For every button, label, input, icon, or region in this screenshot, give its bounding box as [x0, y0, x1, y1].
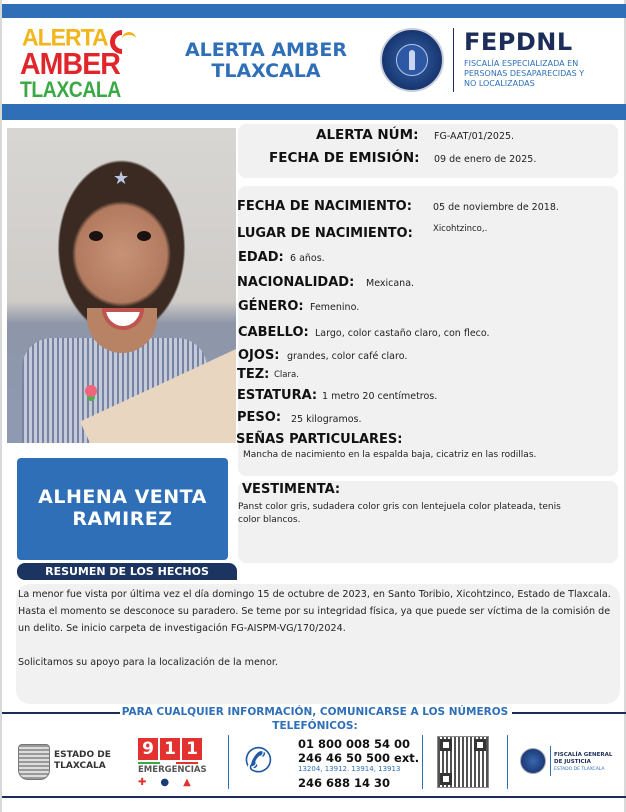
field-label-distinguishing-marks: SEÑAS PARTICULARES: — [236, 432, 403, 447]
summary-heading: RESUMEN DE LOS HECHOS — [17, 563, 237, 580]
field-value-hair: Largo, color castaño claro, con fleco. — [315, 328, 490, 339]
qr-code[interactable] — [437, 736, 489, 788]
field-label-birthplace: LUGAR DE NACIMIENTO: — [237, 226, 413, 241]
field-label-age: EDAD: — [238, 250, 284, 265]
field-value-weight: 25 kilogramos. — [291, 414, 362, 425]
footer-divider — [422, 735, 423, 789]
red-cross-icon: ✚ — [138, 777, 147, 788]
issue-date-value: 09 de enero de 2025. — [434, 154, 537, 165]
state-of-tlaxcala-label: ESTADO DE TLAXCALA — [54, 750, 111, 771]
rays-icon — [122, 32, 136, 46]
middle-blue-band — [2, 104, 626, 120]
field-value-birthdate: 05 de noviembre de 2018. — [433, 202, 559, 213]
fiscalia-general-label: FISCALÍA GENERAL DE JUSTICIA ESTADO DE TLAXCALA — [554, 752, 613, 772]
top-blue-band — [2, 4, 626, 18]
tlaxcala-coat-of-arms-icon — [18, 744, 50, 780]
phone-numbers — [298, 737, 419, 791]
justice-figure-icon — [409, 50, 415, 70]
alert-number-value: FG-AAT/01/2025. — [434, 131, 515, 142]
footer-rule-left — [2, 712, 120, 714]
agency-acronym: FEPDNL — [464, 28, 573, 56]
page-title — [152, 40, 380, 82]
field-value-age: 6 años. — [290, 253, 325, 264]
logo-line-tlaxcala: TLAXCALA — [20, 77, 121, 102]
agency-name: FISCALÍA ESPECIALIZADA EN PERSONAS DESAPARECIDAS Y NO LOCALIZADAS — [464, 59, 585, 88]
contact-heading: PARA CUALQUIER INFORMACIÓN, COMUNICARSE A LOS NÚMEROS TELEFÓNICOS: — [121, 706, 509, 732]
clothing-value-line-1: Panst color gris, sudadera color gris con lentejuela color plateada, tenis — [238, 502, 561, 512]
missing-person-name: ALHENA VENTA RAMIREZ — [17, 458, 228, 560]
footer-rule-right — [512, 712, 626, 714]
field-label-height: ESTATURA: — [237, 388, 318, 403]
title-line-2: TLAXCALA — [211, 60, 321, 82]
field-label-hair: CABELLO: — [238, 325, 309, 340]
summary-paragraph-1: La menor fue vista por última vez el día domingo 15 de octubre de 2023, en Santo Toribio, Xicohtzinco, Estado de Tlaxcala. Hasta el momento se desconoce su paradero. Se teme por su integridad física, ya que puede ser víctima de la comisión de un delito. Se inicio carpeta de investigación FG-AISPM-VG/170/2024. — [18, 589, 611, 634]
clothing-value-line-2: color blancos. — [238, 515, 301, 525]
phone-extensions: 13204, 13912. 13914, 13913 — [298, 765, 401, 773]
alerta-amber-tlaxcala-logo — [18, 23, 148, 102]
field-value-birthplace: Xicohtzinco,. — [433, 224, 488, 234]
star-sticker-icon: ★ — [113, 168, 130, 189]
clothing-label: VESTIMENTA: — [242, 482, 341, 497]
field-label-gender: GÉNERO: — [238, 299, 304, 314]
fiscalia-general-seal-icon — [520, 748, 546, 774]
emergency-911-logo: 9 1 1 EMERGENCIAS ✚ ● ▲ — [138, 739, 207, 788]
logo-line-amber: AMBER — [20, 46, 120, 81]
field-label-eyes: OJOS: — [238, 348, 280, 363]
field-value-height: 1 metro 20 centímetros. — [322, 391, 438, 402]
police-cap-icon: ● — [160, 777, 170, 788]
phone-number-2[interactable]: 246 46 50 500 ext. — [298, 751, 420, 765]
field-label-birthdate: FECHA DE NACIMIENTO: — [237, 199, 412, 214]
field-value-eyes: grandes, color café claro. — [287, 351, 408, 362]
field-value-gender: Femenino. — [310, 302, 360, 313]
issue-date-label: FECHA DE EMISIÓN: — [269, 150, 420, 166]
footer-divider — [507, 735, 508, 789]
title-line-1: ALERTA AMBER — [184, 39, 348, 61]
logo-line-alerta: ALERTA — [22, 23, 108, 51]
phone-number-1[interactable]: 01 800 008 54 00 — [298, 737, 411, 751]
emergency-label: EMERGENCIAS — [138, 765, 207, 775]
footer-bottom-rule — [2, 796, 626, 798]
summary-text — [18, 586, 618, 671]
footer-divider — [228, 735, 229, 789]
field-label-skin: TEZ: — [237, 367, 270, 382]
field-value-distinguishing-marks: Mancha de nacimiento en la espalda baja, cicatriz en las rodillas. — [243, 450, 537, 460]
missing-person-photo — [7, 128, 236, 443]
phone-number-3[interactable]: 246 688 14 30 — [298, 776, 391, 790]
summary-paragraph-2: Solicitamos su apoyo para la localización de la menor. — [18, 657, 278, 668]
field-label-nationality: NACIONALIDAD: — [237, 275, 355, 290]
header-divider — [453, 28, 454, 92]
alert-number-label: ALERTA NÚM: — [316, 127, 419, 143]
field-value-nationality: Mexicana. — [366, 278, 415, 289]
field-label-weight: PESO: — [237, 410, 282, 425]
phone-icon: ✆ — [240, 738, 276, 784]
fire-icon: ▲ — [183, 777, 191, 788]
field-value-skin: Clara. — [274, 370, 299, 380]
fiscalia-seal-icon — [380, 28, 444, 92]
